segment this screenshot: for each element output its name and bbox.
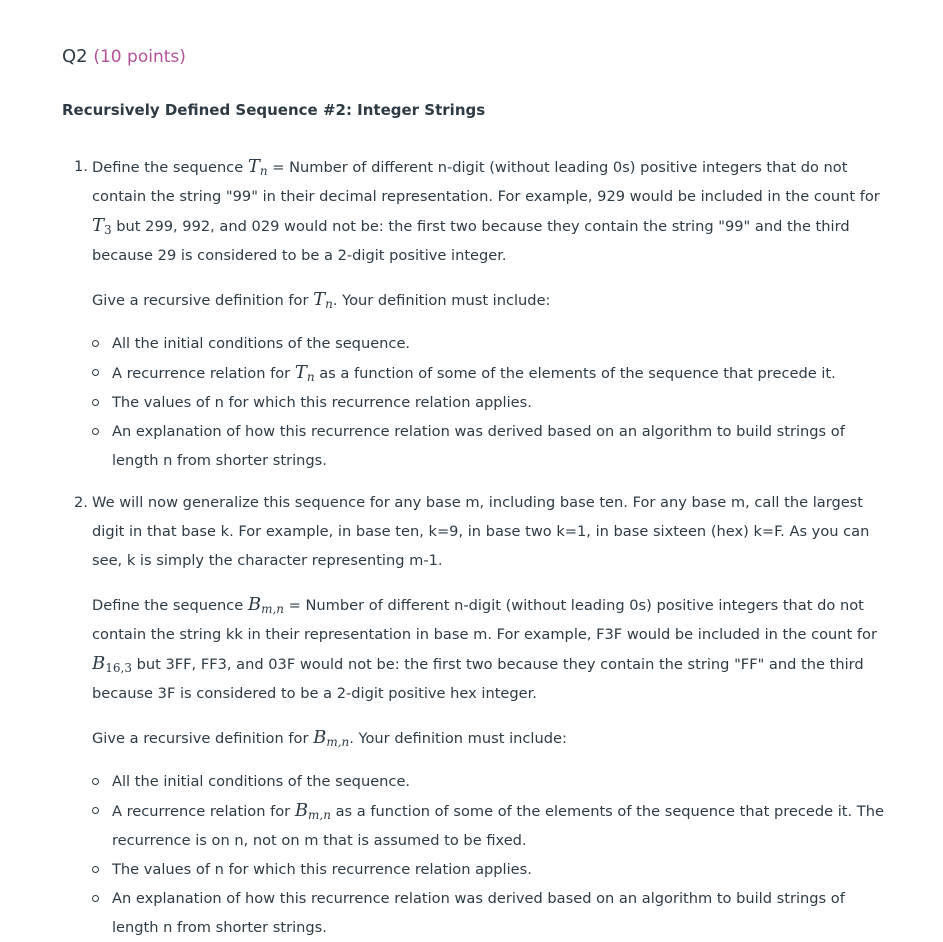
list-item: An explanation of how this recurrence relation was derived based on an algorithm to build strings of length n from shorter strings. [92,417,892,475]
item1-requirements [92,329,892,475]
list-item: A recurrence relation for $T_n$ as a function of some of the elements of the sequence that precede it. [92,358,892,388]
question-number: Q2 [62,46,88,67]
item-number: 2. [74,494,88,511]
section-subtitle: Recursively Defined Sequence #2: Integer Strings [62,101,486,119]
list-item: The values of n for which this recurrence relation applies. [92,388,892,417]
item2-requirements [92,767,892,942]
question-header [62,44,892,70]
list-item: The values of n for which this recurrence relation applies. [92,855,892,884]
item1-instruction: Give a recursive definition for $T_n$. Your definition must include: [92,289,551,311]
math-T-n: $T_n$ [313,289,333,311]
math-B-16-3: $B_{16,3}$ [92,653,132,675]
question-points: (10 points) [93,47,186,67]
list-item-1 [62,152,892,475]
list-item: An explanation of how this recurrence relation was derived based on an algorithm to build strings of length n from shorter strings. [92,884,892,942]
math-T-n: $T_n$ [247,156,268,178]
question-page [62,44,892,942]
math-B-mn: $B_{m,n}$ [313,727,350,749]
list-item-2 [62,488,892,942]
math-B-mn: $B_{m,n}$ [294,800,331,822]
math-B-mn: $B_{m,n}$ [247,594,284,616]
math-T-n: $T_n$ [294,362,315,384]
item1-definition: Define the sequence $T_n$ = Number of different n-digit (without leading 0s) positive integers that do not contain the string "99" in their decimal representation. For example, 929 would be included in the count for $T_3$ but 299, 992, and 029 would not be: the first two because they contain the string "99" and the third because 29 is considered to be a 2-digit positive integer. [92,156,880,264]
item-number: 1. [74,158,88,175]
item2-instruction: Give a recursive definition for $B_{m,n}$. Your definition must include: [92,727,567,749]
item2-intro: We will now generalize this sequence for any base m, including base ten. For any base m, call the largest digit in that base k. For example, in base ten, k=9, in base two k=1, in base sixteen (hex) k=F. As you can see, k is simply the character representing m-1. [92,494,870,569]
list-item: All the initial conditions of the sequence. [92,767,892,796]
list-item: All the initial conditions of the sequence. [92,329,892,358]
math-T-3: $T_3$ [92,215,112,237]
item2-definition: Define the sequence $B_{m,n}$ = Number of different n-digit (without leading 0s) positive integers that do not contain the string kk in their representation in base m. For example, F3F would be included in the count for $B_{16,3}$ but 3FF, FF3, and 03F would not be: the first two because they contain the string "FF" and the third because 3F is considered to be a 2-digit positive hex integer. [92,594,877,702]
question-list [62,152,892,942]
list-item: A recurrence relation for $B_{m,n}$ as a function of some of the elements of the sequence that precede it. The recurrence is on n, not on m that is assumed to be fixed. [92,796,892,855]
question-content [62,152,892,942]
